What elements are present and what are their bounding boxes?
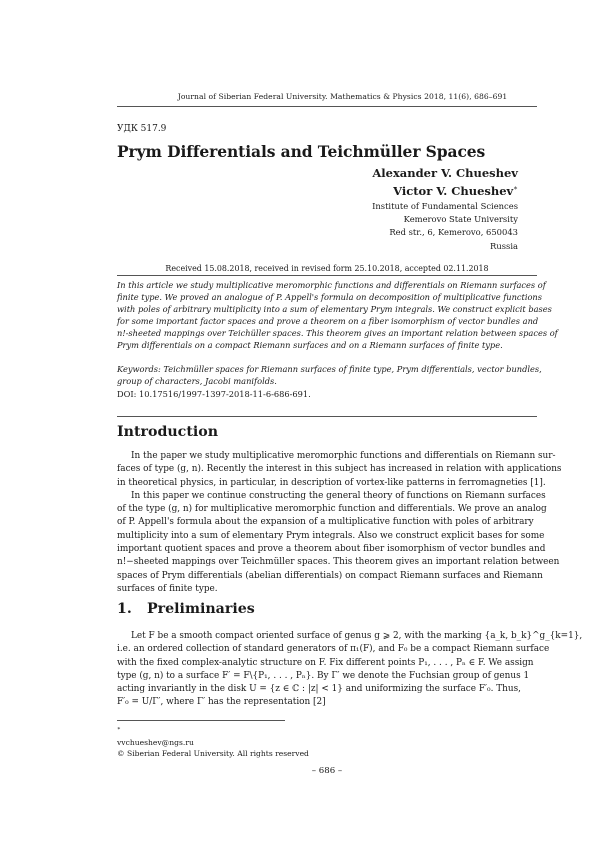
abstract-line: n!-sheeted mappings over Teichüller spaces. This theorem gives an important relation between spaces of (117, 328, 558, 339)
abstract-line: finite type. We proved an analogue of P. Appell's formula on decomposition of multiplicative functions (117, 292, 542, 303)
paragraph-line: In the paper we study multiplicative meromorphic functions and differentials on Riemann sur- (131, 451, 556, 461)
paragraph-line: important quotient spaces and prove a theorem about fiber isomorphism of vector bundles and (117, 544, 546, 555)
author-2 (372, 181, 518, 199)
author-2-name: Victor V. Chueshev (393, 183, 514, 198)
udk-code: УДК 517.9 (117, 124, 167, 134)
section-number: 1. (117, 601, 132, 617)
author-1-name: Alexander V. Chueshev (372, 166, 518, 180)
corresponding-mark: ∗ (513, 184, 518, 192)
paragraph-line: In this paper we continue constructing the general theory of functions on Riemann surfaces (131, 490, 546, 501)
section-heading-introduction: Introduction (117, 424, 219, 440)
introduction-body (117, 450, 562, 596)
abstract-line: Prym differentials on a compact Riemann surfaces and on a Riemann surfaces of finite type. (117, 340, 503, 351)
paragraph-line: of the type (g, n) for multiplicative meromorphic function and differentials. We prove an analog (117, 504, 547, 515)
abstract-line: for some important factor spaces and prove a theorem on a fiber isomorphism of vector bundles and (117, 316, 539, 327)
affiliation-line: Kemerovo State University (403, 214, 518, 225)
keywords-line: group of characters, Jacobi manifolds. (117, 376, 277, 387)
footnotes (117, 724, 309, 759)
paragraph-line: in theoretical physics, in particular, in description of vortex-like patterns in ferromagneties [1]. (117, 477, 546, 488)
footnote-mark: ∗ (117, 726, 121, 732)
section-title: Preliminaries (147, 601, 255, 617)
paper-title: Prym Differentials and Teichmüller Spaces (117, 142, 486, 161)
footnote-email (117, 724, 309, 748)
email-text: vvchueshev@ngs.ru (117, 737, 194, 747)
abstract (117, 279, 558, 352)
footnote-copyright: © Siberian Federal University. All rights reserved (117, 748, 309, 758)
abstract-line: with poles of arbitrary multiplicity into a sum of elementary Prym integrals. We construct explicit bases (117, 304, 552, 315)
author-1 (372, 166, 518, 181)
affiliation-line: Red str., 6, Kemerovo, 650043 (389, 227, 518, 238)
journal-header: Journal of Siberian Federal University. Mathematics & Physics 2018, 11(6), 686–691 (177, 92, 508, 101)
page-number: – 686 – (311, 766, 343, 776)
affiliation-line: Russia (490, 240, 518, 251)
paragraph-line: of P. Appell's formula about the expansion of a multiplicative function with poles of arbitrary (117, 517, 534, 528)
section-heading-preliminaries (117, 601, 255, 617)
paragraph-line: spaces of Prym differentials (abelian differentials) on compact Riemann surfaces and Riemann (117, 570, 543, 581)
paragraph-line: type (g, n) to a surface F′ = F\{P₁, . . . , Pₙ}. By Γ′ we denote the Fuchsian group of genus 1 (117, 670, 530, 681)
affiliation (372, 200, 518, 253)
keywords (117, 363, 542, 387)
doi: DOI: 10.17516/1997-1397-2018-11-6-686-691. (117, 389, 311, 399)
paragraph-line: n!−sheeted mappings over Teichmüller spaces. This theorem gives an important relation between (117, 557, 560, 568)
footnote-rule (117, 720, 285, 721)
paragraph-line: F′₀ = U/Γ′, where Γ′ has the representation [2] (117, 697, 326, 708)
paragraph-line: surfaces of finite type. (117, 583, 218, 594)
abstract-line: In this article we study multiplicative meromorphic functions and differentials on Riemann surfaces of (117, 280, 546, 290)
paragraph-line: Let F be a smooth compact oriented surface of genus g ⩾ 2, with the marking {a_k, b_k}^g_{k=1}, (131, 631, 583, 641)
paragraph-line: acting invariantly in the disk U = {z ∈ ℂ : |z| < 1} and uniformizing the surface F′₀. Thus, (117, 684, 521, 695)
keywords-line: Keywords: Teichmüller spaces for Riemann surfaces of finite type, Prym differentials, vector bundles, (117, 364, 542, 374)
affiliation-line: Institute of Fundamental Sciences (372, 201, 518, 211)
paragraph-line: faces of type (g, n). Recently the interest in this subject has increased in relation with applications (117, 464, 562, 475)
received-dates: Received 15.08.2018, received in revised form 25.10.2018, accepted 02.11.2018 (165, 264, 489, 273)
paragraph-line: with the fixed complex-analytic structure on F. Fix different points P₁, . . . , Pₙ ∈ F. We assign (117, 657, 534, 668)
preliminaries-body (117, 630, 583, 710)
paragraph-line: multiplicity into a sum of elementary Prym integrals. Also we construct explicit bases for some (117, 530, 545, 541)
paragraph-line: i.e. an ordered collection of standard generators of π₁(F), and F₀ be a compact Riemann surface (117, 644, 550, 655)
header-rule (117, 106, 537, 107)
author-list (372, 166, 518, 199)
